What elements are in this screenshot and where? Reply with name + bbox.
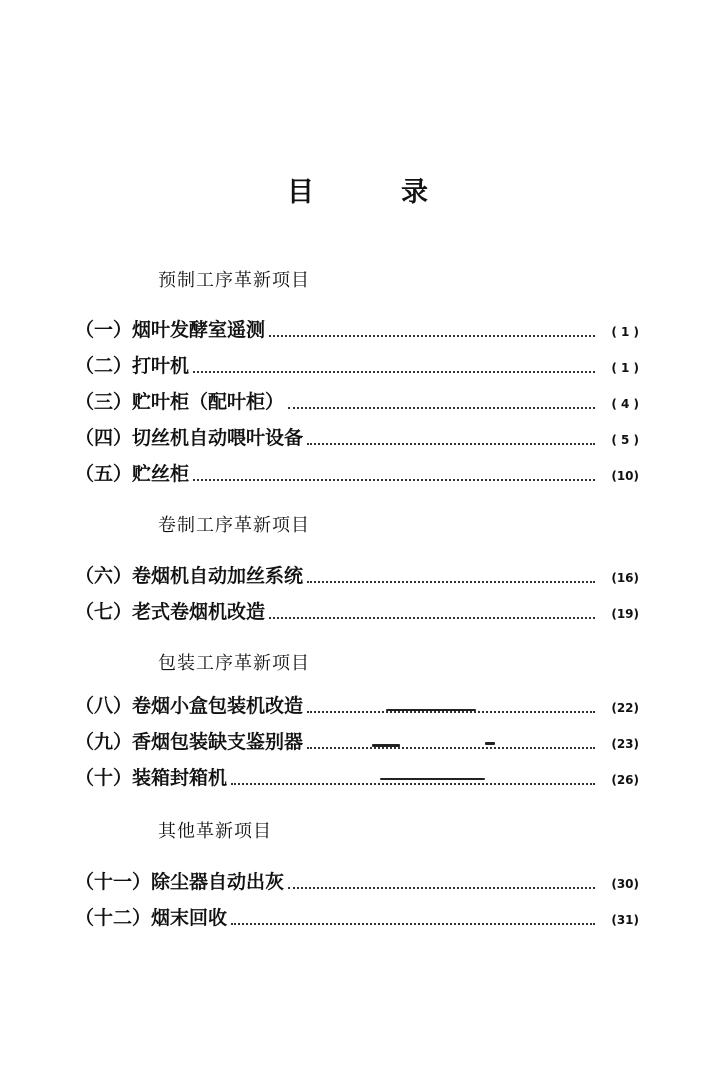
section-heading-rolling: 卷制工序革新项目 bbox=[158, 515, 310, 536]
scan-speck bbox=[380, 778, 485, 780]
toc-entry-1[interactable] bbox=[75, 315, 639, 343]
page-title-part1: 目 bbox=[287, 177, 314, 208]
toc-entry-11[interactable] bbox=[75, 867, 639, 895]
toc-entry-label: （七）老式卷烟机改造 bbox=[75, 601, 266, 623]
toc-page-number: (23) bbox=[611, 737, 639, 751]
toc-entry-label: （六）卷烟机自动加丝系统 bbox=[75, 565, 304, 587]
toc-page-number: ( 1 ) bbox=[611, 325, 639, 339]
toc-entry-label: （八）卷烟小盒包装机改造 bbox=[75, 695, 304, 717]
dot-leader bbox=[307, 443, 595, 445]
section-heading-prefab: 预制工序革新项目 bbox=[158, 270, 310, 291]
toc-page-number: (16) bbox=[611, 571, 639, 585]
dot-leader bbox=[288, 887, 595, 889]
section-heading-packing: 包装工序革新项目 bbox=[158, 653, 310, 674]
toc-entry-label: （十）装箱封箱机 bbox=[75, 767, 228, 789]
page-title bbox=[0, 170, 713, 210]
toc-entry-label: （九）香烟包装缺支鉴别器 bbox=[75, 731, 304, 753]
scan-speck bbox=[485, 742, 495, 745]
dot-leader bbox=[269, 617, 595, 619]
toc-entry-5[interactable] bbox=[75, 459, 639, 487]
toc-entry-12[interactable] bbox=[75, 903, 639, 931]
toc-entry-10[interactable] bbox=[75, 763, 639, 791]
toc-page-number: (10) bbox=[611, 469, 639, 483]
toc-page-number: ( 5 ) bbox=[611, 433, 639, 447]
section-heading-other: 其他革新项目 bbox=[158, 821, 272, 842]
dot-leader bbox=[269, 335, 595, 337]
toc-page-number: (26) bbox=[611, 773, 639, 787]
page-title-part2: 录 bbox=[401, 177, 428, 208]
toc-entry-4[interactable] bbox=[75, 423, 639, 451]
toc-entry-label: （三）贮叶柜（配叶柜） bbox=[75, 391, 285, 413]
toc-entry-label: （四）切丝机自动喂叶设备 bbox=[75, 427, 304, 449]
toc-entry-label: （五）贮丝柜 bbox=[75, 463, 190, 485]
dot-leader bbox=[231, 783, 595, 785]
toc-page-number: (31) bbox=[611, 913, 639, 927]
toc-entry-label: （二）打叶机 bbox=[75, 355, 190, 377]
dot-leader bbox=[193, 479, 595, 481]
toc-entry-label: （十二）烟末回收 bbox=[75, 907, 228, 929]
toc-entry-label: （十一）除尘器自动出灰 bbox=[75, 871, 285, 893]
dot-leader bbox=[307, 747, 595, 749]
toc-entry-3[interactable] bbox=[75, 387, 639, 415]
toc-entry-7[interactable] bbox=[75, 597, 639, 625]
toc-page-number: ( 4 ) bbox=[611, 397, 639, 411]
dot-leader bbox=[288, 407, 595, 409]
dot-leader bbox=[231, 923, 595, 925]
dot-leader bbox=[307, 711, 595, 713]
toc-page-number: ( 1 ) bbox=[611, 361, 639, 375]
toc-entry-6[interactable] bbox=[75, 561, 639, 589]
toc-page-number: (30) bbox=[611, 877, 639, 891]
toc-entry-8[interactable] bbox=[75, 691, 639, 719]
toc-entry-9[interactable] bbox=[75, 727, 639, 755]
toc-entry-label: （一）烟叶发酵室遥测 bbox=[75, 319, 266, 341]
toc-entry-2[interactable] bbox=[75, 351, 639, 379]
scan-speck bbox=[386, 709, 476, 711]
dot-leader bbox=[307, 581, 595, 583]
dot-leader bbox=[193, 371, 595, 373]
toc-page-number: (19) bbox=[611, 607, 639, 621]
scan-speck bbox=[372, 744, 400, 747]
toc-page-number: (22) bbox=[611, 701, 639, 715]
